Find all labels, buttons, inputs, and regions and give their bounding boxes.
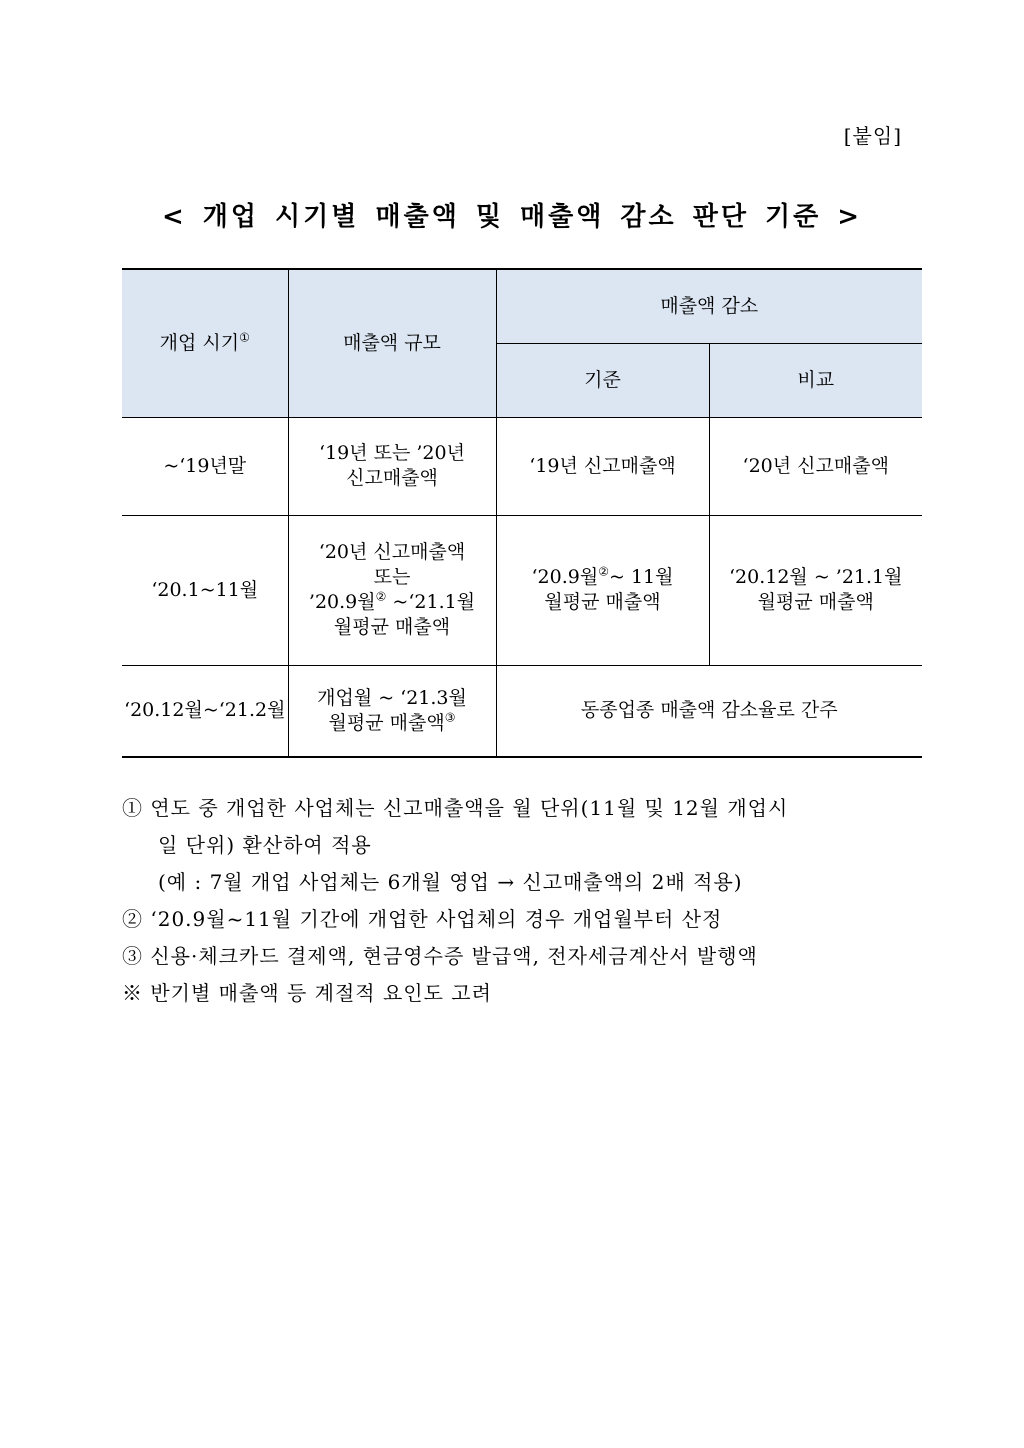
table-row [122,417,922,515]
header-sales-decrease: 매출액 감소 [496,269,922,343]
reference-note: ※ 반기별 매출액 등 계절적 요인도 고려 [122,981,492,1005]
footnote-3: ③ 신용·체크카드 결제액, 현금영수증 발급액, 전자세금계산서 발행액 [122,944,758,968]
header-sales-scale: 매출액 규모 [288,269,496,417]
cell-merged-note: 동종업종 매출액 감소율로 간주 [496,665,922,757]
table-row [122,665,922,757]
cell-standard: ‘19년 신고매출액 [496,417,709,515]
cell-scale: ‘19년 또는 ’20년 신고매출액 [288,417,496,515]
cell-period: ~‘19년말 [122,417,288,515]
header-standard: 기준 [496,343,709,417]
header-opening-period: 개업 시기① [122,269,288,417]
cell-compare: ‘20.12월 ~ ’21.1월 월평균 매출액 [709,515,922,665]
page-title: < 개업 시기별 매출액 및 매출액 감소 판단 기준 > [161,202,863,232]
footnote-1: ① 연도 중 개업한 사업체는 신고매출액을 월 단위(11월 및 12월 개업시 [122,796,789,820]
cell-scale: ‘20년 신고매출액 또는 ’20.9월② ~‘21.1월 월평균 매출액 [288,515,496,665]
cell-compare: ‘20년 신고매출액 [709,417,922,515]
footnotes [122,790,922,1012]
footnote-1-example: (예 : 7월 개업 사업체는 6개월 영업 → 신고매출액의 2배 적용) [158,870,743,894]
cell-standard: ‘20.9월②~ 11월 월평균 매출액 [496,515,709,665]
criteria-table [122,268,922,758]
attachment-label: [붙임] [843,124,902,148]
cell-scale: 개업월 ~ ‘21.3월 월평균 매출액③ [288,665,496,757]
cell-period: ‘20.1~11월 [122,515,288,665]
footnote-1-continued: 일 단위) 환산하여 적용 [158,833,372,857]
table-row [122,515,922,665]
header-compare: 비교 [709,343,922,417]
footnote-2: ② ‘20.9월~11월 기간에 개업한 사업체의 경우 개업월부터 산정 [122,907,723,931]
cell-period: ‘20.12월~‘21.2월 [122,665,288,757]
